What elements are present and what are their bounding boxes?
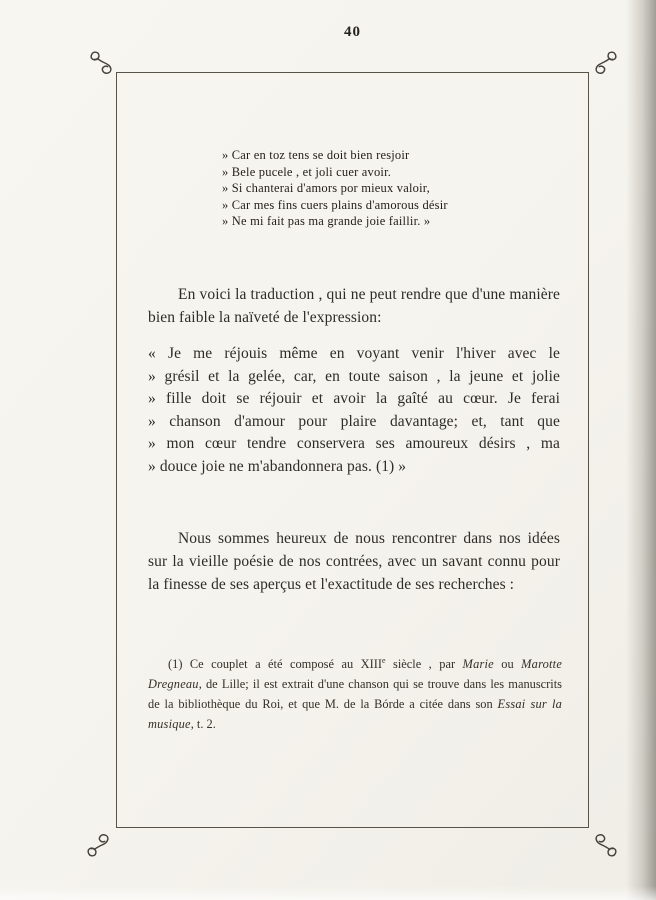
corner-flourish-icon (89, 50, 116, 77)
verse-line: » Car en toz tens se doit bien resjoir (222, 148, 410, 162)
quote-line: » douce joie ne m'abandonnera pas. (1) » (148, 457, 407, 475)
verse-line: » Si chanterai d'amors por mieux valoir, (222, 181, 430, 195)
quote-line: » mon cœur tendre conservera ses amoureux désirs , ma (148, 435, 560, 453)
verse-line: » Bele pucele , et joli cuer avoir. (222, 164, 392, 179)
quote-line: » fille doit se réjouir et avoir la gaîté au cœur. Je ferai (148, 390, 560, 408)
quote-line: » chanson d'amour pour plaire davantage; et, tant que (148, 412, 560, 430)
footnote-text: (1) Ce couplet a été composé au XIIIe siècle , par Marie ou Marotte Dregneau, de Lille; il est extrait d'une chanson qui se trouve dans les manuscrits de la bibliothèque du Roi, et que M. de la Bórde a citée dans son Essai sur la musique, t. 2. (148, 655, 563, 731)
page-number: 40 (344, 24, 361, 40)
quote-line: « Je me réjouis même en voyant venir l'hiver avec le (148, 345, 560, 362)
quote-line: » grésil et la gelée, car, en toute saison , la jeune et jolie (148, 367, 560, 385)
corner-flourish-icon (591, 831, 618, 858)
scan-bottom-highlight (0, 886, 656, 900)
verse-line: » Ne mi fait pas ma grande joie faillir. » (222, 214, 431, 228)
page-edge-shadow (626, 0, 656, 900)
translation-quote-block (148, 343, 560, 479)
closing-paragraph: Nous sommes heureux de nous rencontrer dans nos idées sur la vieille poésie de nos contrées, avec un savant connu pour la finesse de ses aperçus et l'exactitude de ses recherches : (148, 529, 560, 593)
corner-flourish-icon (86, 831, 113, 858)
footnote (148, 654, 562, 734)
old-french-verse-block (222, 147, 448, 230)
corner-flourish-icon (591, 50, 618, 77)
intro-paragraph: En voici la traduction , qui ne peut rendre que d'une manière bien faible la naïveté de l'expression: (148, 285, 560, 326)
verse-line: » Car mes fins cuers plains d'amorous désir (222, 197, 448, 212)
